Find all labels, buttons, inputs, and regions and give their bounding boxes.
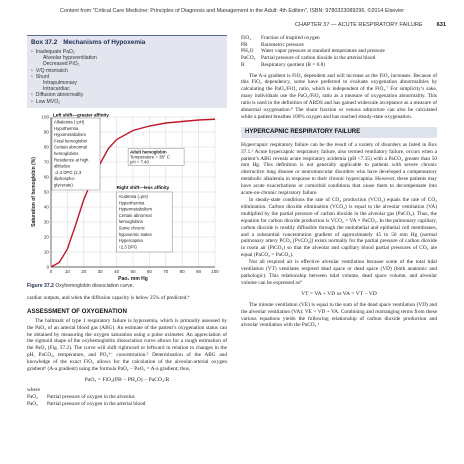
where-label: where xyxy=(27,386,40,393)
right-shift-item: ↑2,3 DPG xyxy=(118,244,138,250)
y-tick-label: 30 xyxy=(43,219,49,225)
left-para-1: cardiac outputs, and when the diffusion capacity is below 25% of predicted.⁴ xyxy=(27,294,190,301)
right-shift-item: hypoxemic states xyxy=(118,231,152,237)
right-shift-item: Some chronic xyxy=(118,225,145,231)
running-head xyxy=(232,22,446,28)
figure-text: Oxyhemoglobin dissociation curve. xyxy=(55,282,135,289)
box-heading: Mechanisms of Hypoxemia xyxy=(63,39,146,46)
definition-row xyxy=(241,35,437,42)
y-tick-label: 20 xyxy=(43,234,49,240)
left-shift-title: Left shift—greater affinity xyxy=(53,112,109,118)
x-tick-label: 80 xyxy=(179,268,185,274)
adult-hemoglobin-item: Adult hemoglobin xyxy=(130,149,167,155)
definition-row xyxy=(27,394,227,401)
definition-desc: Water vapor pressure at standard temperature and pressure xyxy=(261,48,385,55)
vt-equation: VT = VA + VD or VA = VT − VD xyxy=(301,290,377,297)
right-para-2: Hypercapnic respiratory failure can be the result of a variety of disorders as listed in Box 37.1.¹ Acute hypercapnic respiratory failure, also termed ventilatory failure, occurs when a patient’s ABG reveals acute respiratory acidemia (pH <7.35) with a PaCO₂ greater than 50 mm Hg. This definition is not generally applicable to patients with severe chronic obstructive lung disease or neuromuscular disorders who have developed a compensatory metabolic alkalemia in response to their chronic hypercapnia. However, these patients may have acute exacerbations or comorbid conditions that cause them to decompensate into acute-on-chronic respiratory failure. xyxy=(241,141,437,197)
page-number: 631 xyxy=(436,22,446,28)
left-shift-item: Alkalemia (↑pH) xyxy=(54,119,85,125)
y-tick-label: 90 xyxy=(43,129,49,135)
x-tick-label: 90 xyxy=(196,268,202,274)
y-axis-label: Saturation of hemoglobin (%) xyxy=(31,156,37,227)
y-tick-label: 0 xyxy=(46,264,49,270)
right-shift-item: Hyperthermia xyxy=(118,200,145,206)
definition-desc: Barometric pressure xyxy=(261,41,304,48)
left-para-2: The hallmark of type 1 respiratory failure is hypoxemia, which is primarily assessed by the PaO₂ of an arterial blood gas (ABG). An estimate of the patient’s oxygenation status can be obtained by measuring the oxygen saturation using a pulse oximeter. An appreciation of the sigmoid shape of the oxyhemoglobin dissociation curve allows for a rough estimation of the PaO₂ (Fig. 37.2). The curve will shift rightward or leftward in relation to changes in the pH, PaCO₂, temperature, and PO₄³⁻ concentration.⁵ Determination of the ABG and knowledge of the exact FiO₂ allows for the calculation of the alveolar-arterial oxygen gradient⁶ (A-a gradient) using the formula PaO₂ − PaO₂ = A-a gradient; thus, xyxy=(27,317,227,373)
definition-term: FiO₂ xyxy=(241,35,252,41)
right-column xyxy=(241,35,437,329)
left-shift-item: Certain abnormal xyxy=(54,144,87,150)
left-shift-item: hemoglobins xyxy=(54,150,79,156)
assessment-heading: ASSESSMENT OF OXYGENATION xyxy=(27,307,127,315)
box-item: Alveolar hypoventilation xyxy=(43,55,97,62)
left-shift-item: glycerate) xyxy=(54,182,73,188)
definition-term: R xyxy=(241,61,245,68)
definition-row xyxy=(27,401,227,408)
right-shift-item: Hypermetabolism xyxy=(118,206,153,212)
definition-desc: Fraction of inspired oxygen xyxy=(261,35,320,41)
y-tick-label: 60 xyxy=(43,174,49,180)
box-item: Intracardiac xyxy=(43,86,70,93)
definition-term: PH₂O xyxy=(241,48,254,55)
box-title xyxy=(31,39,223,46)
right-shift-item: Certain abnormal xyxy=(118,212,152,218)
hypercapnic-heading: HYPERCAPNIC RESPIRATORY FAILURE xyxy=(241,127,437,138)
left-shift-item: diphospho- xyxy=(54,176,76,182)
right-para-4: Not all respired air is effective alveolar ventilation because some of the total tidal ventilation (VT) ventilates respired dead space or dead space (VD) (both anatomic and pathologic). This relationship between tidal volume, dead space volume, and alveolar volume can be expressed as⁹ xyxy=(241,259,437,286)
definition-term: PaCO₂ xyxy=(241,55,256,62)
definition-term: PaO₂ xyxy=(27,400,38,407)
definition-row xyxy=(241,62,437,69)
box-item: • Inadequate PaO₂ xyxy=(31,49,223,55)
definition-term: PaO₂ xyxy=(27,393,38,400)
right-definitions xyxy=(241,35,437,69)
left-column xyxy=(27,35,227,407)
x-tick-label: 40 xyxy=(114,268,120,274)
y-tick-label: 80 xyxy=(43,144,49,150)
box-item: Intrapulmonary xyxy=(43,80,77,87)
left-shift-item: Hypometabolism xyxy=(54,131,87,137)
left-shift-item: Residence at high xyxy=(54,157,89,163)
y-tick-label: 50 xyxy=(43,189,49,195)
box-label: Box 37.2 xyxy=(31,39,58,46)
y-tick-label: 100 xyxy=(41,114,49,120)
x-tick-label: 50 xyxy=(130,268,136,274)
left-shift-item: Fetal hemoglobin xyxy=(54,138,87,144)
definition-desc: Partial pressure of carbon dioxide in the arterial blood xyxy=(261,55,376,62)
left-shift-item: altitudes xyxy=(54,163,71,169)
x-tick-label: 70 xyxy=(163,268,169,274)
figure-label: Figure 37.2 xyxy=(27,282,54,289)
definition-row xyxy=(241,55,437,62)
x-axis-label: Pao₂ mm Hg xyxy=(118,275,148,282)
aa-equation: PaO₂ = FiO₂(PB − PH₂O) − PaCO₂/R xyxy=(84,376,170,383)
x-tick-label: 100 xyxy=(211,268,219,274)
definition-desc: Partial pressure of oxygen in the arterial blood xyxy=(47,400,146,407)
right-shift-item: Hypercapnia xyxy=(118,237,143,243)
right-para-1: The A-a gradient is FiO₂ dependent and will increase as the FiO₂ increases. Because of this FiO₂ dependency, some have preferred to evaluate oxygenation abnormalities by calculating the PaO₂/FiO₂ ratio, which is independent of the FiO₂.⁷ For simplicity’s sake, many individuals use the PaO₂/FiO₂ ratio as a measure of oxygenation abnormality. This ratio is used in the definition of ARDS and has gained widescale acceptance as a measure of abnormal oxygenation.⁸ The shunt fraction or venous admixture can also be calculated while a patient breathes 100% oxygen and has reached steady-state oxygenation. xyxy=(241,72,437,120)
x-tick-label: 10 xyxy=(64,268,70,274)
box-item: Decreased PiO₂ xyxy=(43,61,80,68)
mechanisms-box xyxy=(27,35,227,108)
definition-row xyxy=(241,42,437,49)
box-item: • Diffusion abnormality xyxy=(31,92,223,98)
left-shift-item: ↓2,3 DPG (2,3 xyxy=(54,169,82,175)
y-tick-label: 40 xyxy=(43,204,49,210)
y-tick-label: 70 xyxy=(43,159,49,165)
right-para-5: The minute ventilation (VE) is equal to the sum of the dead space ventilation (VD) and the alveolar ventilation (VA): VE = VD + VA. Combining and rearranging terms from these various equations yields the following relationship of carbon dioxide production and alveolar ventilation with the PaCO₂.¹ xyxy=(241,301,437,329)
box-item: • Shunt xyxy=(31,74,223,80)
source-banner: Content from "Critical Care Medicine: Principles of Diagnosis and Management in the Adult: 4th Edition", ISBN: 9780323089296, ©2014 Elsevier xyxy=(59,8,404,14)
chapter-title: CHAPTER 37 — ACUTE RESPIRATORY FAILURE xyxy=(295,22,423,28)
right-shift-title: Right shift—less affinity xyxy=(116,184,170,190)
box-items xyxy=(31,49,223,105)
definition-desc: Respiratory quotient (R = 0.8) xyxy=(261,61,326,68)
chart-svg xyxy=(27,111,223,283)
x-tick-label: 60 xyxy=(146,268,152,274)
right-shift-item: hemoglobins xyxy=(118,219,143,225)
right-shift-item: Acidemia (↓pH) xyxy=(118,193,148,199)
y-tick-label: 10 xyxy=(43,249,49,255)
x-tick-label: 0 xyxy=(49,268,53,274)
left-definitions xyxy=(27,394,227,407)
left-shift-item: Hypothermia xyxy=(54,125,79,131)
x-tick-label: 30 xyxy=(97,268,103,274)
definition-term: PB xyxy=(241,41,248,48)
box-item: • V/Q mismatch xyxy=(31,68,223,74)
adult-hemoglobin-item: pH = 7.40 xyxy=(130,159,149,165)
figure-caption xyxy=(27,283,227,289)
adult-hemoglobin-item: Temperature = 38° C xyxy=(130,154,170,160)
dissociation-chart xyxy=(27,111,223,283)
box-item: • Low MVO₂ xyxy=(31,99,223,105)
definition-desc: Partial pressure of oxygen in the alveolus xyxy=(47,393,135,400)
x-tick-label: 20 xyxy=(81,268,87,274)
right-para-3: In steady-state conditions the rate of CO₂ production (VCO₂) equals the rate of CO₂ elimination. Carbon dioxide elimination (VCO₂) is equal to the alveolar ventilation (VA) multiplied by the partial pressure of carbon dioxide in the alveolar gas (PaCO₂). Thus, the equation for carbon dioxide production is VCO₂ = VA × PaCO₂. In the pulmonary capillary, carbon dioxide is readily diffusible through the endothelial and epithelial cell membranes, and a substantial concentration gradient of approximately 45 to 50 mm Hg (normal pulmonary artery PCO₂ [PvCO₂]) exists normally for the partial pressure of carbon dioxide in room air (PiCO₂) so that the alveolar and capillary blood partial pressures of CO₂ are equal (PaCO₂ = PaCO₂). xyxy=(241,197,437,259)
